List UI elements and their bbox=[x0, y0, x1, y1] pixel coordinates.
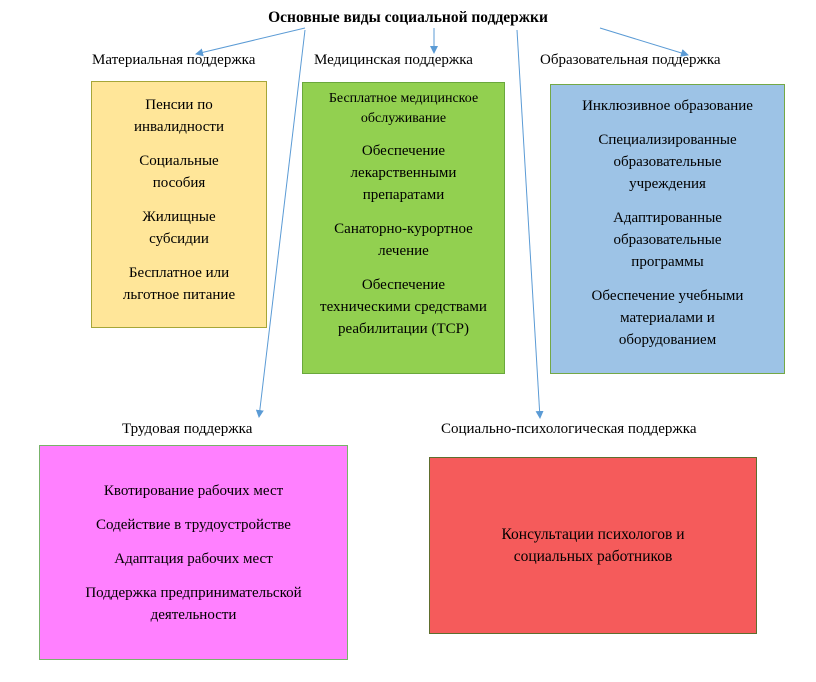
educational-item: Адаптированные образовательные программы bbox=[613, 210, 722, 270]
arrow-to-material bbox=[196, 28, 305, 54]
material-item: Бесплатное или льготное питание bbox=[122, 265, 236, 303]
medical-item: Бесплатное медицинское обслуживание bbox=[328, 91, 479, 126]
material-item: Жилищные субсидии bbox=[142, 209, 216, 247]
material-support-label: Материальная поддержка bbox=[92, 52, 256, 68]
psychological-item: Консультации психологов и социальных работников bbox=[501, 525, 685, 565]
labor-support-box bbox=[39, 445, 348, 660]
labor-item: Адаптация рабочих мест bbox=[114, 550, 273, 567]
diagram-title: Основные виды социальной поддержки bbox=[268, 9, 548, 26]
labor-support-label: Трудовая поддержка bbox=[122, 421, 253, 437]
material-item: Пенсии по инвалидности bbox=[133, 97, 224, 135]
medical-support-box bbox=[302, 82, 505, 374]
psychological-support-box bbox=[429, 457, 757, 634]
educational-item: Обеспечение учебными материалами и оборудованием bbox=[591, 288, 744, 348]
material-support-box bbox=[91, 81, 267, 328]
arrow-to-educational bbox=[600, 28, 688, 55]
material-item: Социальные пособия bbox=[139, 153, 219, 191]
labor-item: Квотирование рабочих мест bbox=[103, 482, 284, 499]
medical-item: Обеспечение техническими средствами реабилитации (ТСР) bbox=[320, 277, 487, 337]
educational-item: Специализированные образовательные учреждения bbox=[598, 132, 737, 192]
labor-item: Поддержка предпринимательской деятельности bbox=[85, 584, 302, 623]
educational-support-box bbox=[550, 84, 785, 374]
educational-item: Инклюзивное образование bbox=[582, 98, 753, 114]
arrow-to-psychological bbox=[517, 30, 540, 418]
labor-item: Содействие в трудоустройстве bbox=[96, 516, 291, 533]
medical-item: Обеспечение лекарственными препаратами bbox=[350, 143, 457, 203]
medical-item: Санаторно-курортное лечение bbox=[334, 221, 473, 259]
psychological-support-label: Социально-психологическая поддержка bbox=[441, 421, 697, 437]
educational-support-label: Образовательная поддержка bbox=[540, 52, 721, 68]
medical-support-label: Медицинская поддержка bbox=[314, 52, 473, 68]
